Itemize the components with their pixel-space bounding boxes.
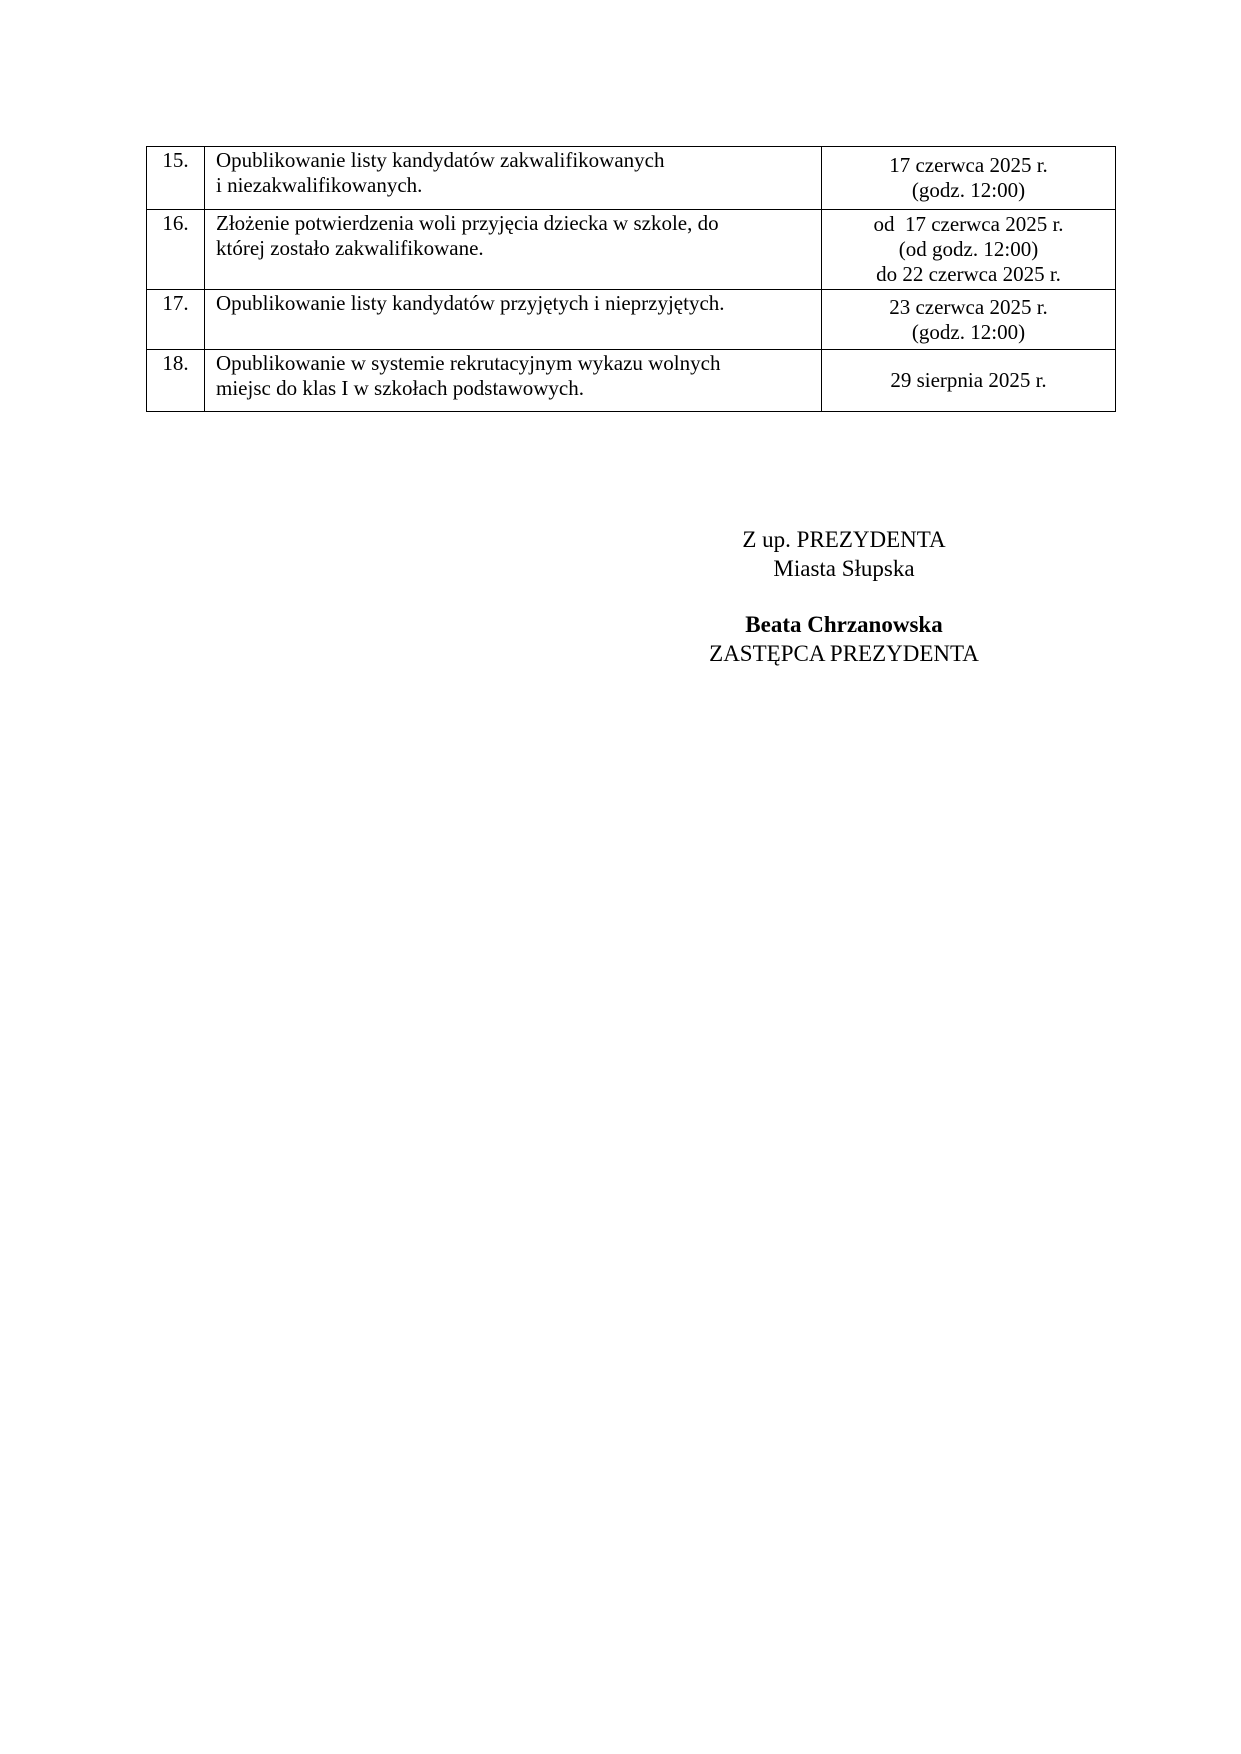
- row-description: Złożenie potwierdzenia woli przyjęcia dziecka w szkole, do której zostało zakwalifikowane.: [205, 210, 822, 290]
- schedule-table: [146, 146, 1116, 412]
- row-description: Opublikowanie listy kandydatów zakwalifikowanych i niezakwalifikowanych.: [205, 147, 822, 210]
- signature-city-line: Miasta Słupska: [773, 556, 915, 581]
- row-number: 16.: [147, 210, 205, 290]
- signature-block: [644, 525, 1044, 668]
- table-row: [147, 350, 1116, 412]
- row-date: 17 czerwca 2025 r. (godz. 12:00): [822, 147, 1116, 210]
- row-number: 18.: [147, 350, 205, 412]
- row-number: 15.: [147, 147, 205, 210]
- signatory-name: Beata Chrzanowska: [745, 612, 943, 637]
- row-date: 29 sierpnia 2025 r.: [822, 350, 1116, 412]
- row-date: 23 czerwca 2025 r. (godz. 12:00): [822, 290, 1116, 350]
- signatory-position: ZASTĘPCA PREZYDENTA: [709, 641, 979, 666]
- table-row: [147, 290, 1116, 350]
- table-row: [147, 210, 1116, 290]
- signature-authority-line: Z up. PREZYDENTA: [742, 527, 946, 552]
- row-description: Opublikowanie listy kandydatów przyjętych i nieprzyjętych.: [205, 290, 822, 350]
- row-number: 17.: [147, 290, 205, 350]
- row-description: Opublikowanie w systemie rekrutacyjnym wykazu wolnych miejsc do klas I w szkołach podstawowych.: [205, 350, 822, 412]
- row-date: od 17 czerwca 2025 r. (od godz. 12:00) do 22 czerwca 2025 r.: [822, 210, 1116, 290]
- table-row: [147, 147, 1116, 210]
